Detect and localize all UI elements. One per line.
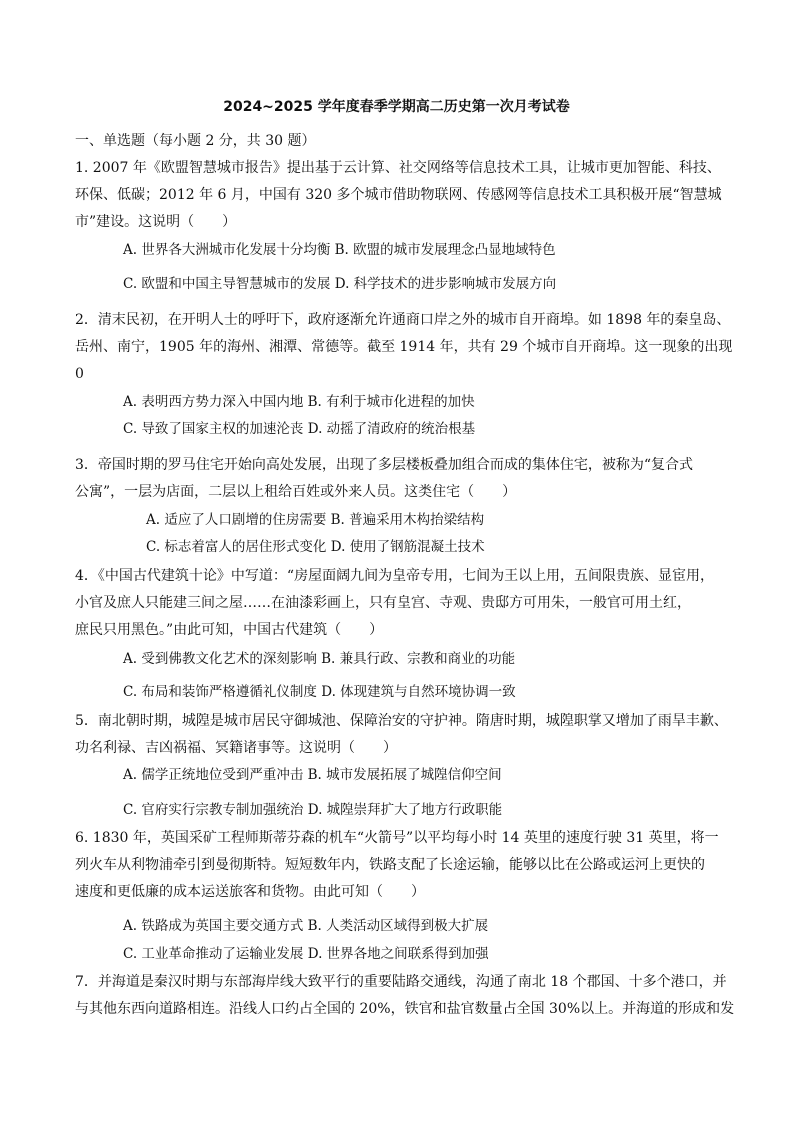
question-2-line-2: 岳州、南宁，1905 年的海州、湘潭、常德等。截至 1914 年，共有 29 个城市自开商埠。这一现象的出现 xyxy=(75,339,733,355)
question-2-options-ab: A. 表明西方势力深入中国内地 B. 有利于城市化进程的加快 xyxy=(123,394,475,410)
question-1-line-3: 市”建设。这说明（ ） xyxy=(75,214,237,230)
question-1-line-2: 环保、低碳；2012 年 6 月，中国有 320 多个城市借助物联网、传感网等信息技术工具积极开展“智慧城 xyxy=(75,187,722,203)
question-6-line-1: 6. 1830 年，英国采矿工程师斯蒂芬森的机车“火箭号”以平均每小时 14 英里的速度行驶 31 英里，将一 xyxy=(75,830,719,846)
section-heading: 一、单选题（每小题 2 分，共 30 题） xyxy=(75,133,316,149)
question-4-options-ab: A. 受到佛教文化艺术的深刻影响 B. 兼具行政、宗教和商业的功能 xyxy=(123,651,516,667)
question-7-line-1: 7．并海道是秦汉时期与东部海岸线大致平行的重要陆路交通线，沟通了南北 18 个郡国、十多个港口，并 xyxy=(75,974,727,990)
question-5-options-ab: A. 儒学正统地位受到严重冲击 B. 城市发展拓展了城隍信仰空间 xyxy=(123,767,502,783)
question-4-line-3: 庶民只用黑色。”由此可知，中国古代建筑（ ） xyxy=(75,622,384,638)
question-3-options-ab: A. 适应了人口剧增的住房需要 B. 普遍采用木构抬梁结构 xyxy=(146,512,485,528)
question-4-line-1: 4．《中国古代建筑十论》中写道：“房屋面阔九间为皇帝专用，七间为王以上用，五间限贵族、显宦用， xyxy=(75,568,715,584)
question-6-options-cd: C. 工业革命推动了运输业发展 D. 世界各地之间联系得到加强 xyxy=(123,946,489,962)
question-2-line-1: 2．清末民初，在开明人士的呼吁下，政府逐渐允许通商口岸之外的城市自开商埠。如 1898 年的秦皇岛、 xyxy=(75,312,731,328)
question-3-line-2: 公寓”，一层为店面，二层以上租给百姓或外来人员。这类住宅（ ） xyxy=(75,484,517,500)
question-2-options-cd: C. 导致了国家主权的加速沦丧 D. 动摇了清政府的统治根基 xyxy=(123,421,476,437)
question-1-options-ab: A. 世界各大洲城市化发展十分均衡 B. 欧盟的城市发展理念凸显地域特色 xyxy=(123,242,556,258)
question-6-options-ab: A. 铁路成为英国主要交通方式 B. 人类活动区域得到极大扩展 xyxy=(123,918,489,934)
question-5-line-1: 5．南北朝时期，城隍是城市居民守御城池、保障治安的守护神。隋唐时期，城隍职掌又增加了雨旱丰歉、 xyxy=(75,713,728,729)
question-4-line-2: 小官及庶人只能建三间之屋……在油漆彩画上，只有皇宫、寺观、贵邸方可用朱，一般官可用土红， xyxy=(75,595,691,611)
question-6-line-3: 速度和更低廉的成本运送旅客和货物。由此可知（ ） xyxy=(75,884,425,900)
question-7-line-2: 与其他东西向道路相连。沿线人口约占全国的 20%，铁官和盐官数量占全国 30%以上。并海道的形成和发 xyxy=(75,1001,735,1017)
question-3-line-1: 3．帝国时期的罗马住宅开始向高处发展，出现了多层楼板叠加组合而成的集体住宅，被称为“复合式 xyxy=(75,457,694,473)
question-5-line-2: 功名利禄、吉凶祸福、冥籍诸事等。这说明（ ） xyxy=(75,740,397,756)
question-5-options-cd: C. 官府实行宗教专制加强统治 D. 城隍崇拜扩大了地方行政职能 xyxy=(123,802,503,818)
exam-title: 2024~2025 学年度春季学期高二历史第一次月考试卷 xyxy=(223,99,570,115)
question-3-options-cd: C. 标志着富人的居住形式变化 D. 使用了钢筋混凝土技术 xyxy=(146,539,485,555)
question-6-line-2: 列火车从利物浦牵引到曼彻斯特。短短数年内，铁路支配了长途运输，能够以比在公路或运河上更快的 xyxy=(75,857,705,873)
question-1-line-1: 1. 2007 年《欧盟智慧城市报告》提出基于云计算、社交网络等信息技术工具，让城市更加智能、科技、 xyxy=(75,160,721,176)
question-4-options-cd: C. 布局和装饰严格遵循礼仪制度 D. 体现建筑与自然环境协调一致 xyxy=(123,684,516,700)
question-1-options-cd: C. 欧盟和中国主导智慧城市的发展 D. 科学技术的进步影响城市发展方向 xyxy=(123,276,557,292)
question-2-line-3: 0 xyxy=(75,366,84,382)
